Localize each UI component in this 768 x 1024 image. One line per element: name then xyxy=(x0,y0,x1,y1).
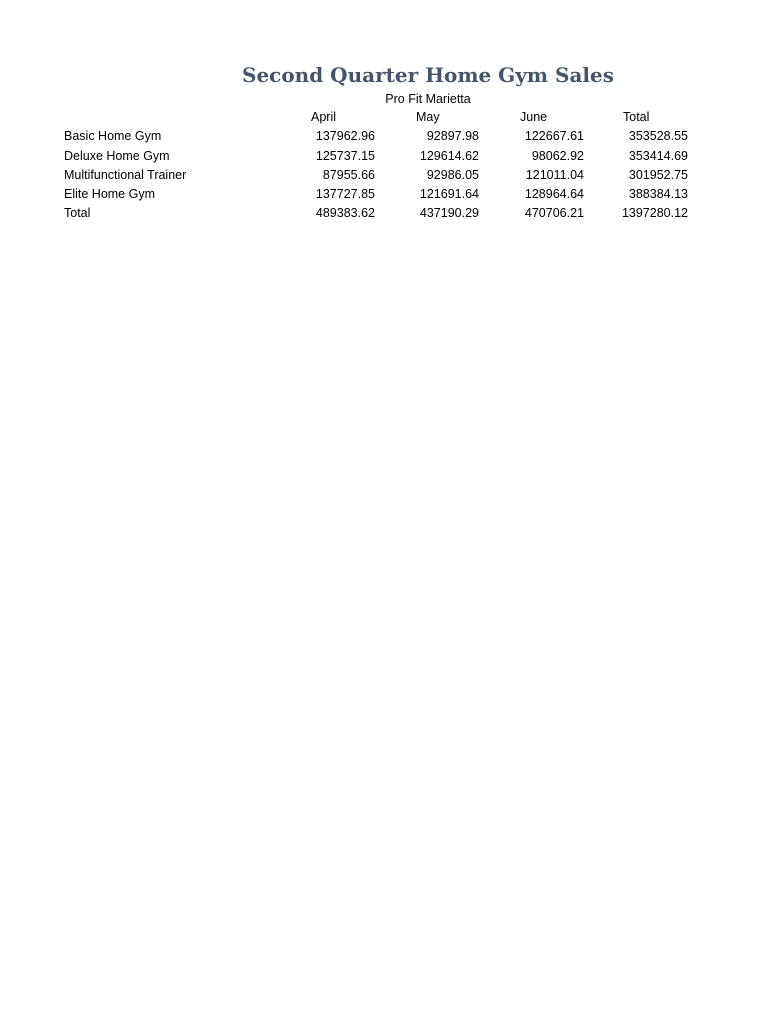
column-header-june: June xyxy=(520,110,548,124)
row-label: Deluxe Home Gym xyxy=(64,149,170,163)
cell-april: 137727.85 xyxy=(315,187,375,201)
cell-total: 301952.75 xyxy=(628,168,688,182)
total-row xyxy=(0,204,768,223)
cell-june: 470706.21 xyxy=(524,206,584,220)
cell-may: 121691.64 xyxy=(419,187,479,201)
cell-april: 87955.66 xyxy=(322,168,375,182)
row-label: Elite Home Gym xyxy=(64,187,155,201)
cell-april: 489383.62 xyxy=(315,206,375,220)
cell-june: 122667.61 xyxy=(524,129,584,143)
header-row xyxy=(0,108,768,127)
cell-total: 1397280.12 xyxy=(621,206,688,220)
cell-may: 92897.98 xyxy=(426,129,479,143)
cell-june: 121011.04 xyxy=(525,168,584,182)
row-label: Multifunctional Trainer xyxy=(64,168,187,182)
cell-may: 92986.05 xyxy=(426,168,479,182)
table-row xyxy=(0,166,768,185)
cell-total: 353414.69 xyxy=(628,149,688,163)
sheet-subtitle: Pro Fit Marietta xyxy=(385,92,471,106)
cell-total: 388384.13 xyxy=(628,187,688,201)
table-row xyxy=(0,127,768,146)
column-header-april: April xyxy=(311,110,337,124)
cell-june: 128964.64 xyxy=(524,187,584,201)
cell-may: 129614.62 xyxy=(419,149,479,163)
sheet-title: Second Quarter Home Gym Sales xyxy=(242,63,614,87)
table-row xyxy=(0,185,768,204)
cell-may: 437190.29 xyxy=(419,206,479,220)
row-label: Total xyxy=(64,206,91,220)
cell-total: 353528.55 xyxy=(628,129,688,143)
row-label: Basic Home Gym xyxy=(64,129,162,143)
column-header-may: May xyxy=(416,110,440,124)
cell-june: 98062.92 xyxy=(531,149,584,163)
cell-april: 137962.96 xyxy=(315,129,375,143)
column-header-total: Total xyxy=(623,110,650,124)
table-row xyxy=(0,147,768,166)
cell-april: 125737.15 xyxy=(315,149,375,163)
